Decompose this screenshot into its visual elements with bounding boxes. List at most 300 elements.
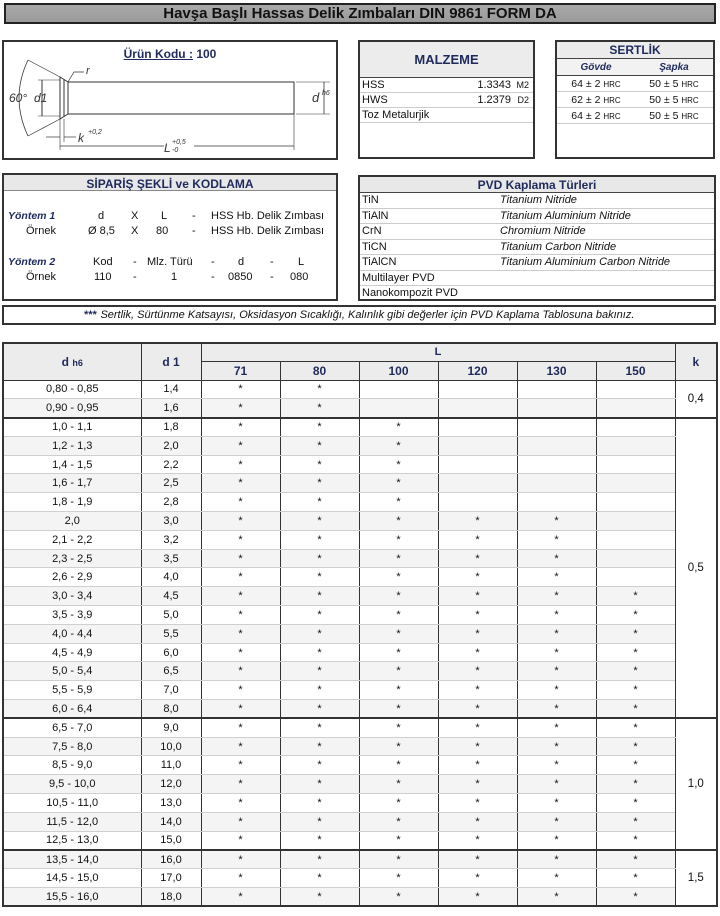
cell-availability-120	[438, 493, 517, 512]
cell-d1: 4,5	[141, 587, 201, 606]
hardness-head-value: 50 ± 5	[649, 78, 679, 90]
method1-example-d: Ø 8,5	[88, 225, 115, 237]
material-grade: D2	[517, 95, 529, 105]
cell-availability-120: *	[438, 756, 517, 775]
cell-availability-100: *	[359, 512, 438, 531]
hardness-unit: HRC	[603, 96, 621, 105]
cell-availability-71: *	[201, 530, 280, 549]
cell-availability-100: *	[359, 530, 438, 549]
table-row	[3, 549, 717, 568]
cell-availability-71: *	[201, 812, 280, 831]
table-row	[3, 474, 717, 493]
method2-col-dash: -	[211, 256, 215, 268]
table-row	[3, 681, 717, 700]
cell-availability-150	[596, 380, 675, 399]
cell-availability-150: *	[596, 775, 675, 794]
cell-availability-100: *	[359, 888, 438, 907]
cell-availability-71: *	[201, 850, 280, 869]
cell-availability-71: *	[201, 775, 280, 794]
cell-availability-80: *	[280, 568, 359, 587]
cell-d1: 4,0	[141, 568, 201, 587]
table-row	[3, 436, 717, 455]
cell-d1: 9,0	[141, 718, 201, 737]
k-tolerance-label: +0,2	[88, 129, 102, 136]
method2-example-label: Örnek	[26, 271, 56, 283]
cell-availability-80: *	[280, 418, 359, 437]
cell-availability-130	[517, 418, 596, 437]
cell-availability-150	[596, 512, 675, 531]
cell-d1: 11,0	[141, 756, 201, 775]
hardness-head-value: 50 ± 5	[649, 110, 679, 122]
material-number: 1.3343	[477, 79, 511, 91]
cell-d: 1,8 - 1,9	[3, 493, 141, 512]
method1-col-dash: -	[192, 210, 196, 222]
header-length-100: 100	[359, 361, 438, 380]
cell-d1: 2,2	[141, 455, 201, 474]
cell-availability-71: *	[201, 681, 280, 700]
cell-availability-150	[596, 549, 675, 568]
cell-availability-71: *	[201, 624, 280, 643]
cell-d1: 3,5	[141, 549, 201, 568]
cell-d: 1,6 - 1,7	[3, 474, 141, 493]
cell-availability-80: *	[280, 775, 359, 794]
cell-availability-71: *	[201, 474, 280, 493]
d-label: d	[312, 90, 320, 105]
hardness-head-value: 50 ± 5	[649, 94, 679, 106]
table-row	[3, 718, 717, 737]
hardness-body-value: 64 ± 2	[571, 78, 601, 90]
note-text: Sertlik, Sürtünme Katsayısı, Oksidasyon Sıcaklığı, Kalınlık gibi değerler için PVD Kaplama Tablosuna bakınız.	[100, 309, 635, 321]
cell-availability-100: *	[359, 624, 438, 643]
cell-availability-71: *	[201, 380, 280, 399]
method1-example-dash: -	[192, 225, 196, 237]
method1-col-x: X	[131, 210, 139, 222]
pvd-code: TiCN	[362, 240, 387, 253]
cell-availability-71: *	[201, 643, 280, 662]
cell-availability-120: *	[438, 812, 517, 831]
header-length-group: L	[201, 343, 675, 361]
hardness-body-header: Gövde	[580, 62, 612, 73]
cell-d: 1,4 - 1,5	[3, 455, 141, 474]
cell-availability-71: *	[201, 662, 280, 681]
pvd-coating-panel	[358, 175, 716, 301]
hardness-unit: HRC	[681, 80, 699, 89]
cell-availability-120: *	[438, 700, 517, 719]
material-number: 1.2379	[477, 94, 511, 106]
cell-availability-120: *	[438, 549, 517, 568]
table-row	[3, 399, 717, 418]
pvd-name: Titanium Aluminium Carbon Nitride	[500, 256, 671, 268]
cell-availability-71: *	[201, 606, 280, 625]
cell-availability-150: *	[596, 794, 675, 813]
cell-d: 6,0 - 6,4	[3, 700, 141, 719]
material-panel	[358, 40, 535, 159]
material-name: HWS	[362, 94, 388, 106]
cell-availability-120	[438, 474, 517, 493]
cell-d1: 7,0	[141, 681, 201, 700]
cell-availability-150: *	[596, 812, 675, 831]
cell-d1: 5,0	[141, 606, 201, 625]
method1-example-name: HSS Hb. Delik Zımbası	[211, 225, 325, 237]
pvd-code: Multilayer PVD	[362, 271, 435, 284]
cell-availability-71: *	[201, 888, 280, 907]
cell-d1: 5,5	[141, 624, 201, 643]
cell-availability-150: *	[596, 624, 675, 643]
table-row	[3, 455, 717, 474]
cell-availability-150: *	[596, 737, 675, 756]
cell-availability-130: *	[517, 869, 596, 888]
cell-availability-150	[596, 568, 675, 587]
pvd-name: Titanium Nitride	[500, 194, 577, 206]
cell-d: 0,90 - 0,95	[3, 399, 141, 418]
cell-availability-130	[517, 493, 596, 512]
method1-example-l: 80	[156, 225, 169, 237]
cell-availability-80: *	[280, 493, 359, 512]
cell-d: 5,0 - 5,4	[3, 662, 141, 681]
cell-availability-71: *	[201, 568, 280, 587]
hardness-body-value: 62 ± 2	[571, 94, 601, 106]
method1-example-label: Örnek	[26, 225, 56, 237]
cell-d1: 1,6	[141, 399, 201, 418]
cell-availability-100: *	[359, 831, 438, 850]
header-length-120: 120	[438, 361, 517, 380]
cell-availability-150: *	[596, 850, 675, 869]
hardness-row	[557, 76, 713, 92]
cell-d1: 16,0	[141, 850, 201, 869]
cell-availability-130: *	[517, 756, 596, 775]
cell-availability-150	[596, 493, 675, 512]
table-row	[3, 831, 717, 850]
cell-availability-71: *	[201, 493, 280, 512]
pvd-title: PVD Kaplama Türleri	[360, 177, 714, 193]
cell-d: 5,5 - 5,9	[3, 681, 141, 700]
cell-availability-150: *	[596, 700, 675, 719]
cell-availability-100	[359, 380, 438, 399]
cell-availability-80: *	[280, 606, 359, 625]
cell-k: 0,4	[675, 380, 717, 418]
cell-d: 2,6 - 2,9	[3, 568, 141, 587]
cell-availability-150: *	[596, 662, 675, 681]
pvd-code: CrN	[362, 225, 382, 237]
cell-availability-150: *	[596, 718, 675, 737]
cell-availability-100: *	[359, 869, 438, 888]
table-body	[3, 380, 717, 906]
table-row	[3, 380, 717, 399]
cell-d1: 12,0	[141, 775, 201, 794]
cell-d1: 13,0	[141, 794, 201, 813]
cell-availability-120: *	[438, 681, 517, 700]
table-row	[3, 737, 717, 756]
hardness-unit: HRC	[603, 112, 621, 121]
cell-availability-130: *	[517, 737, 596, 756]
header-length-150: 150	[596, 361, 675, 380]
cell-d: 3,5 - 3,9	[3, 606, 141, 625]
pvd-row	[360, 255, 714, 271]
cell-availability-80: *	[280, 530, 359, 549]
cell-availability-100: *	[359, 812, 438, 831]
cell-availability-71: *	[201, 756, 280, 775]
cell-d: 8,5 - 9,0	[3, 756, 141, 775]
cell-availability-130	[517, 399, 596, 418]
cell-availability-100: *	[359, 662, 438, 681]
cell-availability-130: *	[517, 794, 596, 813]
cell-availability-130: *	[517, 718, 596, 737]
r-label: r	[86, 65, 90, 77]
cell-availability-150	[596, 474, 675, 493]
cell-availability-100	[359, 399, 438, 418]
cell-availability-100: *	[359, 474, 438, 493]
hardness-unit: HRC	[603, 80, 621, 89]
table-row	[3, 587, 717, 606]
cell-availability-80: *	[280, 662, 359, 681]
cell-availability-150: *	[596, 831, 675, 850]
k-label: k	[78, 131, 84, 145]
note-stars: ***	[83, 309, 97, 321]
L-upper-tolerance-label: +0,5	[172, 139, 186, 146]
table-row	[3, 643, 717, 662]
cell-availability-100: *	[359, 850, 438, 869]
cell-availability-130: *	[517, 681, 596, 700]
hardness-unit: HRC	[681, 112, 699, 121]
cell-availability-150: *	[596, 587, 675, 606]
material-row	[360, 93, 533, 108]
cell-d1: 2,0	[141, 436, 201, 455]
cell-availability-80: *	[280, 888, 359, 907]
cell-availability-130: *	[517, 512, 596, 531]
cell-availability-120: *	[438, 794, 517, 813]
cell-availability-80: *	[280, 455, 359, 474]
cell-availability-120: *	[438, 737, 517, 756]
cell-d1: 14,0	[141, 812, 201, 831]
cell-availability-100: *	[359, 418, 438, 437]
method1-col-name: HSS Hb. Delik Zımbası	[211, 210, 325, 222]
pvd-code: TiAlN	[362, 209, 389, 222]
cell-availability-130: *	[517, 812, 596, 831]
cell-availability-80: *	[280, 380, 359, 399]
cell-availability-120: *	[438, 512, 517, 531]
cell-d1: 3,2	[141, 530, 201, 549]
cell-availability-71: *	[201, 455, 280, 474]
cell-d: 13,5 - 14,0	[3, 850, 141, 869]
cell-d1: 17,0	[141, 869, 201, 888]
method2-example-dash: -	[133, 271, 137, 283]
cell-d: 2,0	[3, 512, 141, 531]
cell-d: 3,0 - 3,4	[3, 587, 141, 606]
cell-availability-130: *	[517, 850, 596, 869]
cell-d1: 10,0	[141, 737, 201, 756]
cell-availability-100: *	[359, 756, 438, 775]
cell-d1: 18,0	[141, 888, 201, 907]
cell-availability-71: *	[201, 869, 280, 888]
cell-availability-120	[438, 436, 517, 455]
cell-availability-120: *	[438, 606, 517, 625]
cell-availability-150: *	[596, 869, 675, 888]
cell-availability-71: *	[201, 700, 280, 719]
cell-availability-130	[517, 436, 596, 455]
table-row	[3, 794, 717, 813]
hardness-row	[557, 92, 713, 108]
cell-availability-130: *	[517, 888, 596, 907]
cell-availability-71: *	[201, 794, 280, 813]
cell-availability-100: *	[359, 455, 438, 474]
cell-availability-130: *	[517, 568, 596, 587]
cell-availability-130	[517, 455, 596, 474]
method2-example-dash: -	[211, 271, 215, 283]
cell-d: 15,5 - 16,0	[3, 888, 141, 907]
cell-availability-130: *	[517, 831, 596, 850]
header-d: d h6	[3, 343, 141, 380]
cell-availability-100: *	[359, 718, 438, 737]
method2-col-d: d	[238, 256, 245, 268]
cell-availability-100: *	[359, 549, 438, 568]
material-row	[360, 78, 533, 93]
cell-availability-120: *	[438, 587, 517, 606]
cell-availability-71: *	[201, 587, 280, 606]
table-row	[3, 624, 717, 643]
method2-col-dash: -	[270, 256, 274, 268]
header-length-71: 71	[201, 361, 280, 380]
cell-availability-100: *	[359, 643, 438, 662]
hardness-row	[557, 108, 713, 124]
method2-example-code: 110	[94, 271, 112, 283]
cell-k: 1,5	[675, 850, 717, 906]
cell-d: 2,1 - 2,2	[3, 530, 141, 549]
table-row	[3, 493, 717, 512]
method2-example-dash: -	[270, 271, 274, 283]
cell-d1: 6,5	[141, 662, 201, 681]
d1-label: d1	[34, 91, 48, 105]
cell-availability-80: *	[280, 549, 359, 568]
cell-availability-100: *	[359, 587, 438, 606]
table-row	[3, 606, 717, 625]
cell-d1: 6,0	[141, 643, 201, 662]
cell-d: 1,2 - 1,3	[3, 436, 141, 455]
cell-availability-120: *	[438, 643, 517, 662]
cell-availability-120: *	[438, 718, 517, 737]
L-label: L	[164, 141, 171, 155]
pvd-row	[360, 271, 714, 287]
cell-availability-80: *	[280, 718, 359, 737]
method2-col-code: Kod	[93, 256, 113, 268]
d-tolerance-label: h6	[322, 90, 330, 97]
material-title: MALZEME	[360, 42, 533, 78]
table-row	[3, 568, 717, 587]
pvd-row	[360, 224, 714, 240]
cell-d: 1,0 - 1,1	[3, 418, 141, 437]
cell-d: 4,5 - 4,9	[3, 643, 141, 662]
angle-label: 60°	[9, 91, 28, 105]
method2-example-l: 080	[290, 271, 309, 283]
pvd-row	[360, 209, 714, 225]
cell-availability-80: *	[280, 681, 359, 700]
cell-d1: 8,0	[141, 700, 201, 719]
ordering-title: SİPARİŞ ŞEKLİ ve KODLAMA	[4, 173, 336, 191]
cell-availability-120	[438, 455, 517, 474]
cell-availability-150: *	[596, 756, 675, 775]
cell-availability-80: *	[280, 850, 359, 869]
cell-availability-130: *	[517, 549, 596, 568]
pvd-name: Chromium Nitride	[500, 225, 586, 237]
cell-availability-80: *	[280, 794, 359, 813]
cell-availability-71: *	[201, 399, 280, 418]
cell-availability-80: *	[280, 737, 359, 756]
cell-availability-71: *	[201, 549, 280, 568]
cell-availability-150	[596, 418, 675, 437]
material-grade: M2	[516, 80, 529, 90]
note-banner	[2, 305, 716, 325]
product-code-value: 100	[196, 47, 217, 61]
cell-availability-120: *	[438, 530, 517, 549]
punch-shank-shape	[68, 82, 294, 114]
product-code-label: Ürün Kodu :	[123, 47, 193, 61]
hardness-subheader	[557, 59, 713, 76]
header-length-80: 80	[280, 361, 359, 380]
cell-availability-150: *	[596, 681, 675, 700]
cell-availability-80: *	[280, 587, 359, 606]
cell-availability-80: *	[280, 512, 359, 531]
cell-availability-130: *	[517, 662, 596, 681]
cell-availability-80: *	[280, 831, 359, 850]
table-row	[3, 775, 717, 794]
cell-availability-120: *	[438, 888, 517, 907]
cell-availability-120: *	[438, 568, 517, 587]
cell-d1: 2,8	[141, 493, 201, 512]
method1-col-d: d	[98, 210, 105, 222]
header-k: k	[675, 343, 717, 380]
cell-availability-71: *	[201, 831, 280, 850]
pvd-name: Titanium Aluminium Nitride	[500, 209, 631, 222]
cell-availability-150: *	[596, 643, 675, 662]
cell-availability-120: *	[438, 850, 517, 869]
method2-example-d: 0850	[228, 271, 253, 283]
cell-availability-130	[517, 474, 596, 493]
cell-availability-150	[596, 530, 675, 549]
pvd-code: TiN	[362, 194, 379, 206]
method2-col-material-type: Mlz. Türü	[147, 256, 193, 268]
cell-availability-150	[596, 455, 675, 474]
cell-d: 4,0 - 4,4	[3, 624, 141, 643]
ordering-panel	[2, 173, 338, 301]
cell-availability-130: *	[517, 530, 596, 549]
cell-availability-71: *	[201, 512, 280, 531]
cell-availability-80: *	[280, 474, 359, 493]
cell-availability-150: *	[596, 606, 675, 625]
table-row	[3, 418, 717, 437]
cell-availability-80: *	[280, 643, 359, 662]
header-length-130: 130	[517, 361, 596, 380]
cell-d1: 3,0	[141, 512, 201, 531]
cell-d: 11,5 - 12,0	[3, 812, 141, 831]
cell-availability-120: *	[438, 624, 517, 643]
cell-availability-130: *	[517, 700, 596, 719]
cell-d1: 15,0	[141, 831, 201, 850]
cell-d: 0,80 - 0,85	[3, 380, 141, 399]
hardness-body-value: 64 ± 2	[571, 110, 601, 122]
table-row	[3, 530, 717, 549]
method2-col-l: L	[298, 256, 305, 268]
pvd-code: Nanokompozit PVD	[362, 287, 458, 299]
cell-availability-100: *	[359, 568, 438, 587]
cell-availability-100: *	[359, 493, 438, 512]
pvd-row	[360, 240, 714, 256]
cell-availability-150	[596, 436, 675, 455]
cell-availability-130: *	[517, 606, 596, 625]
cell-availability-100: *	[359, 606, 438, 625]
cell-availability-130	[517, 380, 596, 399]
cell-availability-120: *	[438, 662, 517, 681]
cell-k: 0,5	[675, 418, 717, 719]
cell-availability-120: *	[438, 775, 517, 794]
